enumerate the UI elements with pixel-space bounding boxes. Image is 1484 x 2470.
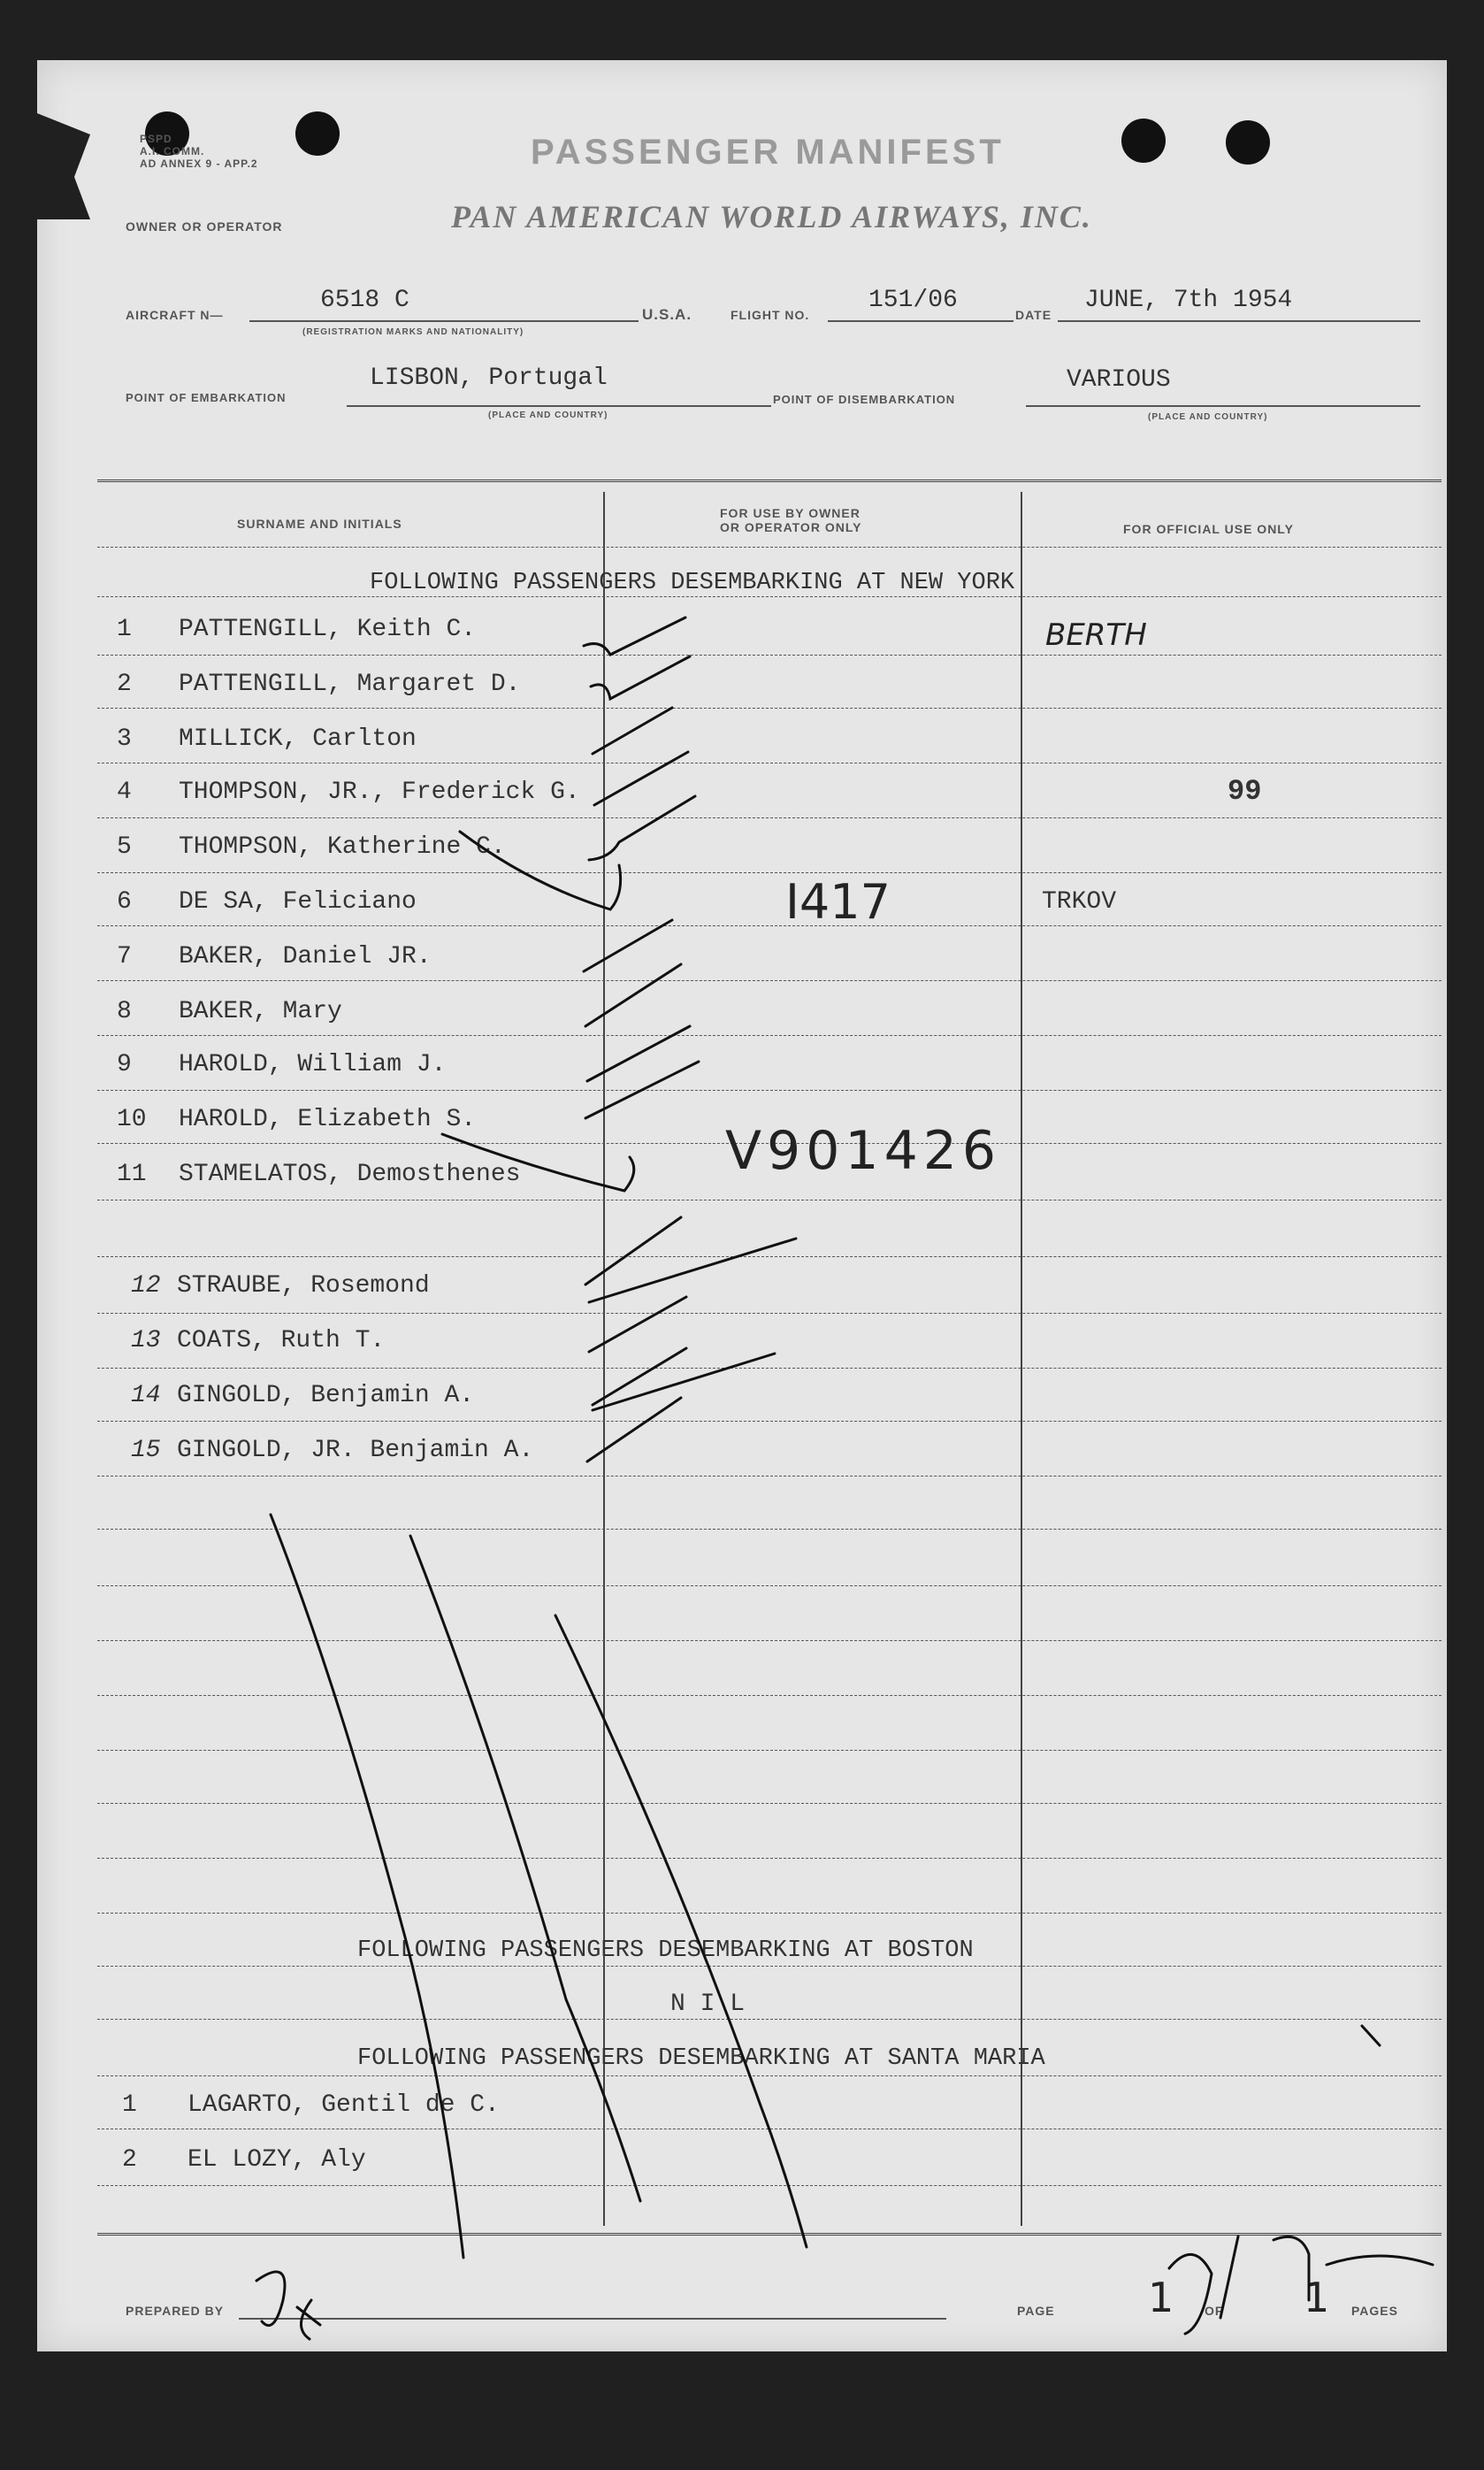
checkmark	[460, 832, 621, 909]
passenger-number: 9	[117, 1051, 132, 1078]
form-ref-line: PSPD	[140, 133, 172, 145]
passenger-number: 5	[117, 833, 132, 861]
checkmark	[585, 964, 681, 1026]
nil-text: N I L	[670, 1991, 746, 2018]
column-header-surname: SURNAME AND INITIALS	[237, 517, 402, 531]
passenger-name: GINGOLD, JR. Benjamin A.	[177, 1437, 534, 1464]
passenger-name: STRAUBE, Rosemond	[177, 1272, 430, 1300]
passenger-name: GINGOLD, Benjamin A.	[177, 1382, 475, 1409]
passenger-name: MILLICK, Carlton	[179, 725, 417, 753]
signature	[1169, 2236, 1433, 2334]
pages-label: PAGES	[1351, 2304, 1398, 2318]
aircraft-sublabel: (REGISTRATION MARKS AND NATIONALITY)	[302, 327, 524, 337]
section-heading-boston: FOLLOWING PASSENGERS DESEMBARKING AT BOSTON	[357, 1937, 974, 1964]
passenger-number: 14	[131, 1382, 161, 1409]
passenger-number: 1	[122, 2091, 137, 2119]
cancel-stroke	[271, 1515, 463, 2258]
passenger-number: 11	[117, 1161, 147, 1188]
checkmark	[593, 1354, 775, 1410]
owner-label: OWNER OR OPERATOR	[126, 219, 283, 234]
passenger-number: 10	[117, 1106, 147, 1133]
passenger-number: 7	[117, 943, 132, 970]
passenger-number: 15	[131, 1437, 161, 1464]
passenger-number: 1	[117, 616, 132, 643]
disembarkation-value: VARIOUS	[1067, 366, 1171, 394]
page-title: PASSENGER MANIFEST	[531, 133, 1005, 172]
stray-mark	[1362, 2026, 1380, 2045]
section-heading-new-york: FOLLOWING PASSENGERS DESEMBARKING AT NEW YORK	[370, 570, 1015, 596]
cancel-stroke	[410, 1536, 640, 2201]
checkmark	[593, 708, 672, 754]
embarkation-value: LISBON, Portugal	[370, 364, 608, 392]
passenger-name: STAMELATOS, Demosthenes	[179, 1161, 521, 1188]
passenger-name: PATTENGILL, Margaret D.	[179, 671, 521, 698]
column-header-official: FOR OFFICIAL USE ONLY	[1123, 522, 1294, 536]
handwritten-visa-number: V901426	[725, 1120, 1002, 1182]
page-label: PAGE	[1017, 2304, 1055, 2318]
date-label: DATE	[1015, 308, 1052, 322]
official-code: TRKOV	[1042, 888, 1117, 916]
disembarkation-sublabel: (PLACE AND COUNTRY)	[1148, 412, 1268, 422]
column-header-operator-2: OR OPERATOR ONLY	[720, 520, 862, 534]
passenger-number: 12	[131, 1272, 161, 1300]
embarkation-label: POINT OF EMBARKATION	[126, 391, 287, 404]
passenger-name: PATTENGILL, Keith C.	[179, 616, 477, 643]
of-label: OF	[1205, 2304, 1224, 2318]
cancel-stroke	[555, 1615, 807, 2247]
disembarkation-label: POINT OF DISEMBARKATION	[773, 393, 956, 406]
passenger-name: COATS, Ruth T.	[177, 1327, 386, 1354]
passenger-number: 4	[117, 779, 132, 806]
aircraft-label: AIRCRAFT N—	[126, 308, 224, 322]
passenger-name: DE SA, Feliciano	[179, 888, 417, 916]
passenger-name: EL LOZY, Aly	[187, 2146, 366, 2174]
usa-label: U.S.A.	[642, 306, 692, 323]
embarkation-sublabel: (PLACE AND COUNTRY)	[488, 410, 608, 420]
passenger-name: LAGARTO, Gentil de C.	[187, 2091, 500, 2119]
aircraft-value: 6518 C	[320, 287, 409, 314]
pages-number: 1	[1304, 2274, 1330, 2321]
passenger-number: 3	[117, 725, 132, 753]
page-number: 1	[1148, 2274, 1174, 2321]
passenger-number: 13	[131, 1327, 161, 1354]
passenger-name: BAKER, Mary	[179, 998, 342, 1025]
passenger-name: THOMPSON, JR., Frederick G.	[179, 779, 580, 806]
flight-label: FLIGHT NO.	[731, 308, 810, 322]
checkmark	[589, 1239, 796, 1302]
passenger-name: BAKER, Daniel JR.	[179, 943, 432, 970]
passenger-name: THOMPSON, Katherine C.	[179, 833, 506, 861]
form-ref-line: AD ANNEX 9 - APP.2	[140, 157, 258, 170]
checkmark	[585, 1217, 681, 1285]
prepared-by-label: PREPARED BY	[126, 2304, 225, 2318]
handwritten-visa-number: I417	[785, 874, 891, 930]
airline-name: PAN AMERICAN WORLD AIRWAYS, INC.	[451, 199, 1092, 234]
checkmark	[584, 920, 672, 971]
official-number: 99	[1228, 775, 1262, 808]
checkmark	[584, 618, 685, 655]
passenger-number: 2	[122, 2146, 137, 2174]
passenger-name: HAROLD, William J.	[179, 1051, 447, 1078]
form-ref-line: A.I. COMM.	[140, 145, 205, 157]
checkmark	[589, 1297, 686, 1352]
passenger-number: 8	[117, 998, 132, 1025]
section-heading-santa-maria: FOLLOWING PASSENGERS DESEMBARKING AT SANTA MARIA	[357, 2045, 1045, 2072]
flight-value: 151/06	[868, 287, 958, 314]
checkmark	[594, 752, 688, 805]
initials	[256, 2272, 320, 2339]
date-value: JUNE, 7th 1954	[1084, 287, 1293, 314]
column-header-operator: FOR USE BY OWNER	[720, 506, 861, 520]
checkmark	[585, 1062, 699, 1118]
passenger-name: HAROLD, Elizabeth S.	[179, 1106, 477, 1133]
checkmark	[591, 656, 690, 699]
checkmark	[442, 1134, 634, 1191]
handwritten-berth: BERTH	[1045, 618, 1147, 653]
passenger-number: 6	[117, 888, 132, 916]
passenger-number: 2	[117, 671, 132, 698]
checkmark	[589, 796, 695, 860]
